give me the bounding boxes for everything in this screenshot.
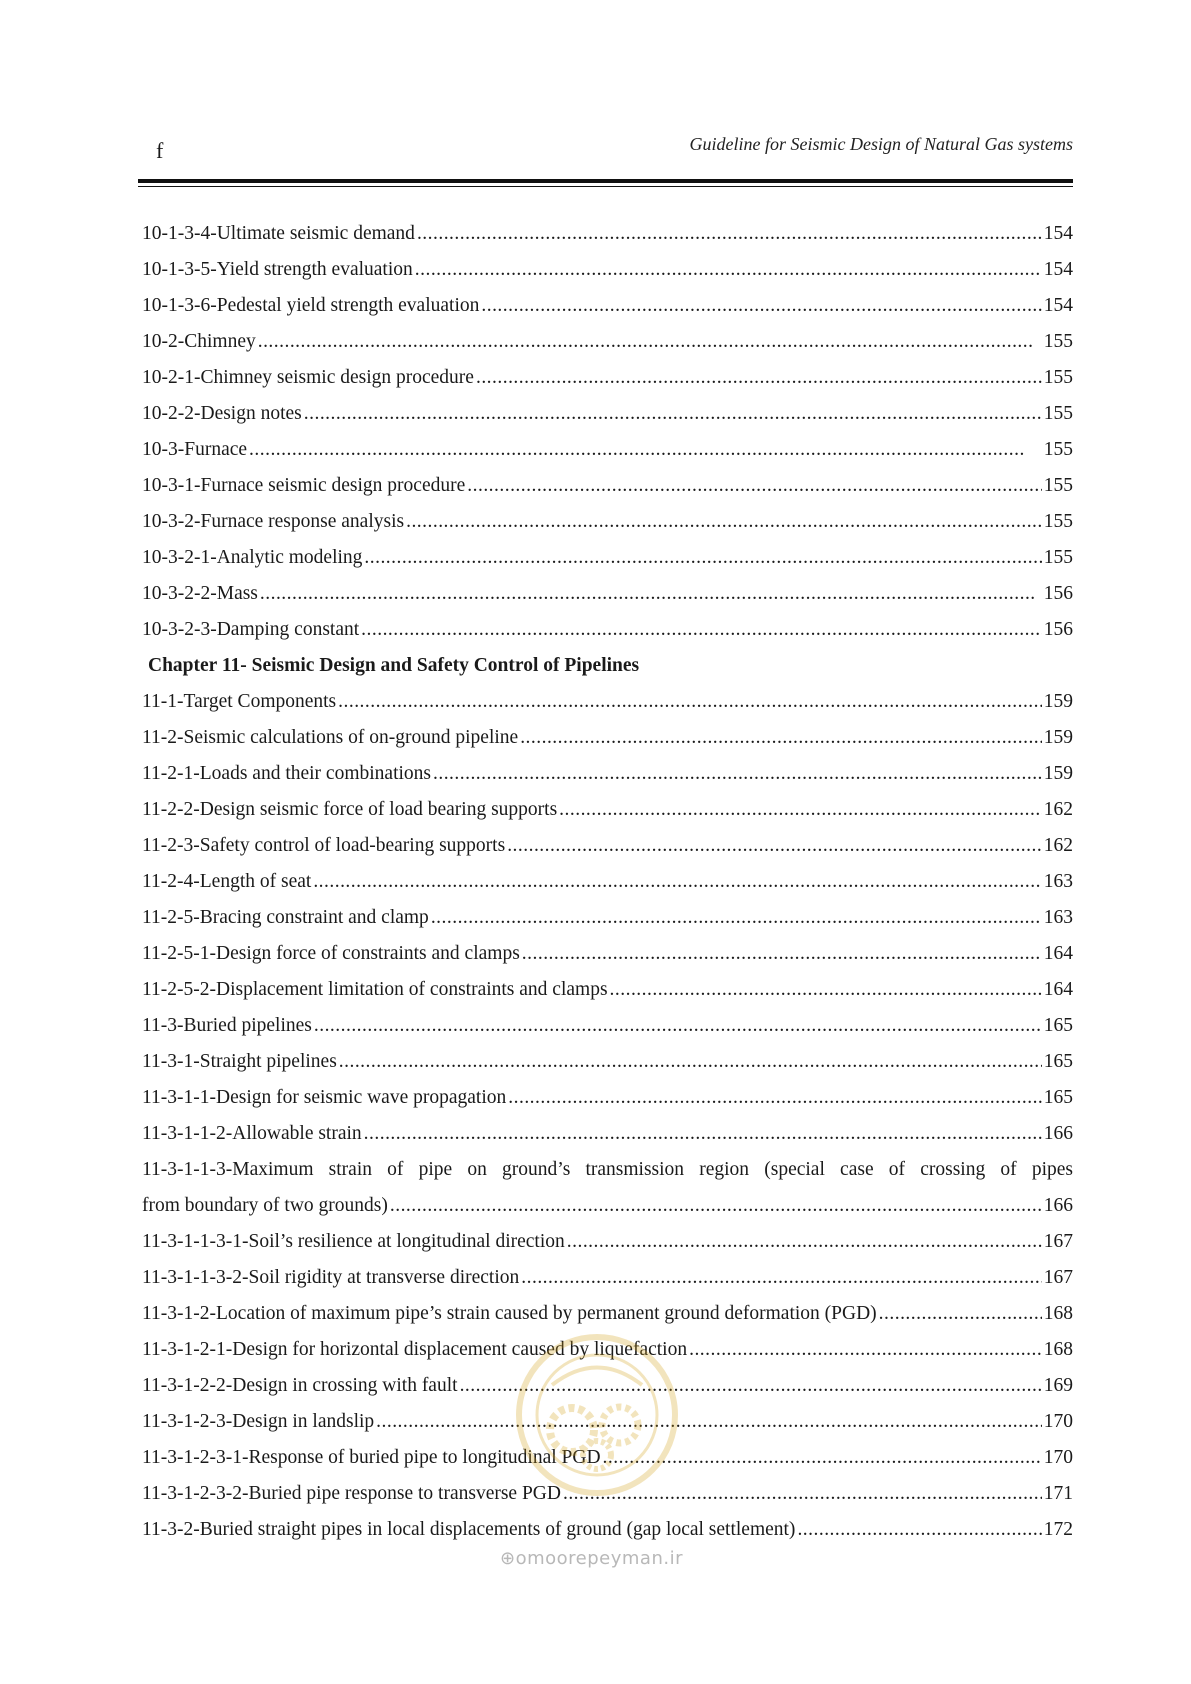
toc-entry[interactable]	[142, 1476, 1073, 1512]
toc-entry-page: 155	[1043, 367, 1073, 388]
toc-entry[interactable]	[142, 1080, 1073, 1116]
toc-entry-page: 164	[1043, 979, 1073, 1000]
toc-entry[interactable]	[142, 1260, 1073, 1296]
dot-leader	[249, 432, 1042, 468]
toc-entry-label: 11-2-5-1-Design force of constraints and clamps	[142, 943, 520, 964]
toc-entry-label: 10-3-2-Furnace response analysis	[142, 511, 405, 532]
toc-entry-label-line2: from boundary of two grounds)	[142, 1195, 388, 1216]
header-rule-thin	[138, 186, 1073, 187]
toc-section-chapter-11-continued	[142, 1224, 1073, 1548]
dot-leader	[258, 324, 1042, 360]
toc-entry-label: 11-2-5-2-Displacement limitation of constraints and clamps	[142, 979, 608, 1000]
toc-entry[interactable]	[142, 432, 1073, 468]
toc-entry-page: 155	[1043, 403, 1073, 424]
dot-leader	[364, 1116, 1042, 1152]
toc-entry[interactable]	[142, 828, 1073, 864]
toc-entry-page: 170	[1043, 1447, 1073, 1468]
toc-entry-page: 166	[1043, 1123, 1073, 1144]
toc-entry[interactable]	[142, 396, 1073, 432]
toc-entry-page: 167	[1043, 1231, 1073, 1252]
toc-entry-label: 10-3-2-3-Damping constant	[142, 619, 360, 640]
toc-entry-label: 10-2-1-Chimney seismic design procedure	[142, 367, 474, 388]
toc-entry-page: 159	[1043, 727, 1073, 748]
dot-leader	[521, 1260, 1041, 1296]
toc-entry-page: 166	[1043, 1195, 1073, 1216]
toc-entry[interactable]	[142, 864, 1073, 900]
toc-entry-page: 156	[1043, 583, 1073, 604]
toc-entry[interactable]	[142, 1512, 1073, 1548]
page-letter: f	[156, 138, 164, 163]
toc-entry-label: 11-1-Target Components	[142, 691, 337, 712]
dot-leader	[567, 1224, 1042, 1260]
dot-leader	[879, 1296, 1042, 1332]
toc-entry-page: 155	[1043, 511, 1073, 532]
toc-entry[interactable]	[142, 288, 1073, 324]
toc-entry-label: 11-3-Buried pipelines	[142, 1015, 312, 1036]
toc-entry[interactable]	[142, 1044, 1073, 1080]
dot-leader	[361, 612, 1042, 648]
toc-entry-label: 10-1-3-5-Yield strength evaluation	[142, 259, 413, 280]
toc-entry[interactable]	[142, 216, 1073, 252]
dot-leader	[260, 576, 1042, 612]
dot-leader	[689, 1332, 1042, 1368]
toc-entry[interactable]	[142, 1332, 1073, 1368]
dot-leader	[376, 1404, 1042, 1440]
toc-entry[interactable]	[142, 684, 1073, 720]
toc-section-chapter-11	[142, 684, 1073, 1152]
toc-entry-page: 172	[1043, 1519, 1073, 1540]
toc-entry-line2	[142, 1188, 1073, 1224]
dot-leader	[431, 900, 1042, 936]
dot-leader	[415, 252, 1042, 288]
toc-entry[interactable]	[142, 936, 1073, 972]
toc-entry-label: 11-2-1-Loads and their combinations	[142, 763, 431, 784]
toc-entry-page: 171	[1043, 1483, 1073, 1504]
toc-entry-page: 167	[1043, 1267, 1073, 1288]
toc-entry-label: 10-1-3-4-Ultimate seismic demand	[142, 223, 415, 244]
toc-entry-label: 11-3-1-Straight pipelines	[142, 1051, 337, 1072]
toc-entry-label: 11-3-1-1-3-2-Soil rigidity at transverse direction	[142, 1267, 520, 1288]
toc-entry-page: 156	[1043, 619, 1073, 640]
toc-entry-page: 165	[1043, 1015, 1073, 1036]
toc-entry-label: 11-3-1-1-3-1-Soil’s resilience at longitudinal direction	[142, 1231, 565, 1252]
toc-entry-page: 163	[1043, 871, 1073, 892]
chapter-heading: Chapter 11- Seismic Design and Safety Control of Pipelines	[148, 655, 640, 676]
toc-entry-label: 11-3-1-1-2-Allowable strain	[142, 1123, 362, 1144]
toc-entry-label: 11-3-2-Buried straight pipes in local displacements of ground (gap local settlement)	[142, 1519, 796, 1540]
toc-entry[interactable]	[142, 756, 1073, 792]
toc-entry[interactable]	[142, 1008, 1073, 1044]
toc-entry-label: 11-3-1-1-Design for seismic wave propagation	[142, 1087, 507, 1108]
toc-entry[interactable]	[142, 504, 1073, 540]
dot-leader	[520, 720, 1042, 756]
dot-leader	[314, 1008, 1042, 1044]
toc-entry[interactable]	[142, 612, 1073, 648]
toc-entry-label: 10-2-Chimney	[142, 331, 256, 352]
dot-leader	[390, 1188, 1042, 1224]
toc-entry-label: 10-1-3-6-Pedestal yield strength evaluation	[142, 295, 480, 316]
running-header-title: Guideline for Seismic Design of Natural Gas systems	[689, 134, 1073, 154]
dot-leader	[797, 1512, 1041, 1548]
toc-entry[interactable]	[142, 1224, 1073, 1260]
toc-entry-label: 11-2-2-Design seismic force of load bearing supports	[142, 799, 558, 820]
toc-entry-label: 11-2-3-Safety control of load-bearing supports	[142, 835, 506, 856]
toc-entry-page: 169	[1043, 1375, 1073, 1396]
toc-entry-page: 164	[1043, 943, 1073, 964]
toc-entry-page: 165	[1043, 1087, 1073, 1108]
toc-entry-page: 162	[1043, 799, 1073, 820]
header-rule-thick	[138, 179, 1073, 183]
watermark-text	[500, 1548, 683, 1569]
toc-entry-wrapped[interactable]	[142, 1152, 1073, 1224]
watermark-url: omoorepeyman.ir	[515, 1548, 683, 1569]
toc-entry-label: 11-3-1-2-1-Design for horizontal displacement caused by liquefaction	[142, 1339, 688, 1360]
dot-leader	[563, 1476, 1042, 1512]
toc-entry[interactable]	[142, 792, 1073, 828]
toc-entry-label: 11-2-5-Bracing constraint and clamp	[142, 907, 429, 928]
toc-entry-page: 168	[1043, 1303, 1073, 1324]
toc-entry-label: 11-3-1-2-2-Design in crossing with fault	[142, 1375, 458, 1396]
toc-entry[interactable]	[142, 900, 1073, 936]
toc-entry-label: 11-3-1-2-3-2-Buried pipe response to transverse PGD	[142, 1483, 561, 1504]
globe-icon: ⊕	[500, 1548, 516, 1569]
toc-entry-page: 163	[1043, 907, 1073, 928]
toc-entry-label: 10-3-2-2-Mass	[142, 583, 258, 604]
toc-entry-label: 11-3-1-2-3-Design in landslip	[142, 1411, 375, 1432]
toc-entry[interactable]	[142, 576, 1073, 612]
dot-leader	[364, 540, 1041, 576]
toc-entry[interactable]	[142, 540, 1073, 576]
dot-leader	[507, 828, 1042, 864]
toc-entry[interactable]	[142, 360, 1073, 396]
toc-entry-label: 11-3-1-2-3-1-Response of buried pipe to longitudinal PGD	[142, 1447, 601, 1468]
toc-entry[interactable]	[142, 324, 1073, 360]
dot-leader	[610, 972, 1042, 1008]
toc-entry[interactable]	[142, 1368, 1073, 1404]
toc-entry-page: 168	[1043, 1339, 1073, 1360]
toc-entry-page: 155	[1043, 331, 1073, 352]
dot-leader	[339, 1044, 1042, 1080]
toc-entry[interactable]	[142, 1404, 1073, 1440]
dot-leader	[559, 792, 1042, 828]
toc-entry-page: 154	[1043, 223, 1073, 244]
dot-leader	[508, 1080, 1041, 1116]
dot-leader	[481, 288, 1041, 324]
toc-section-chapter-10	[142, 216, 1073, 648]
table-of-contents	[142, 216, 1073, 1548]
dot-leader	[476, 360, 1042, 396]
toc-entry[interactable]	[142, 972, 1073, 1008]
dot-leader	[406, 504, 1042, 540]
dot-leader	[304, 396, 1042, 432]
toc-entry[interactable]	[142, 1296, 1073, 1332]
toc-entry-label: 10-3-2-1-Analytic modeling	[142, 547, 363, 568]
toc-entry-page: 155	[1043, 547, 1073, 568]
toc-entry-label: 11-2-Seismic calculations of on-ground pipeline	[142, 727, 519, 748]
toc-entry[interactable]	[142, 252, 1073, 288]
toc-entry-page: 170	[1043, 1411, 1073, 1432]
dot-leader	[313, 864, 1041, 900]
dot-leader	[603, 1440, 1042, 1476]
toc-entry-label: 10-3-1-Furnace seismic design procedure	[142, 475, 466, 496]
toc-entry-page: 159	[1043, 691, 1073, 712]
toc-entry-label: 10-3-Furnace	[142, 439, 248, 460]
toc-entry-page: 155	[1043, 475, 1073, 496]
toc-entry-page: 155	[1043, 439, 1073, 460]
toc-entry[interactable]	[142, 1440, 1073, 1476]
toc-entry-page: 159	[1043, 763, 1073, 784]
dot-leader	[460, 1368, 1042, 1404]
toc-entry-page: 165	[1043, 1051, 1073, 1072]
toc-entry-label: 10-2-2-Design notes	[142, 403, 302, 424]
toc-entry-page: 162	[1043, 835, 1073, 856]
toc-entry-label: 11-3-1-2-Location of maximum pipe’s strain caused by permanent ground deformation (PGD)	[142, 1303, 877, 1324]
dot-leader	[417, 216, 1042, 252]
toc-entry-page: 154	[1043, 259, 1073, 280]
toc-entry[interactable]	[142, 720, 1073, 756]
toc-entry[interactable]	[142, 468, 1073, 504]
toc-entry-page: 154	[1043, 295, 1073, 316]
dot-leader	[467, 468, 1041, 504]
toc-entry[interactable]	[142, 1116, 1073, 1152]
dot-leader	[522, 936, 1042, 972]
dot-leader	[338, 684, 1042, 720]
toc-entry-label: 11-2-4-Length of seat	[142, 871, 312, 892]
toc-entry-label-line1: 11-3-1-1-3-Maximum strain of pipe on ground’s transmission region (special case of crossing of pipes	[142, 1159, 1073, 1180]
dot-leader	[433, 756, 1042, 792]
